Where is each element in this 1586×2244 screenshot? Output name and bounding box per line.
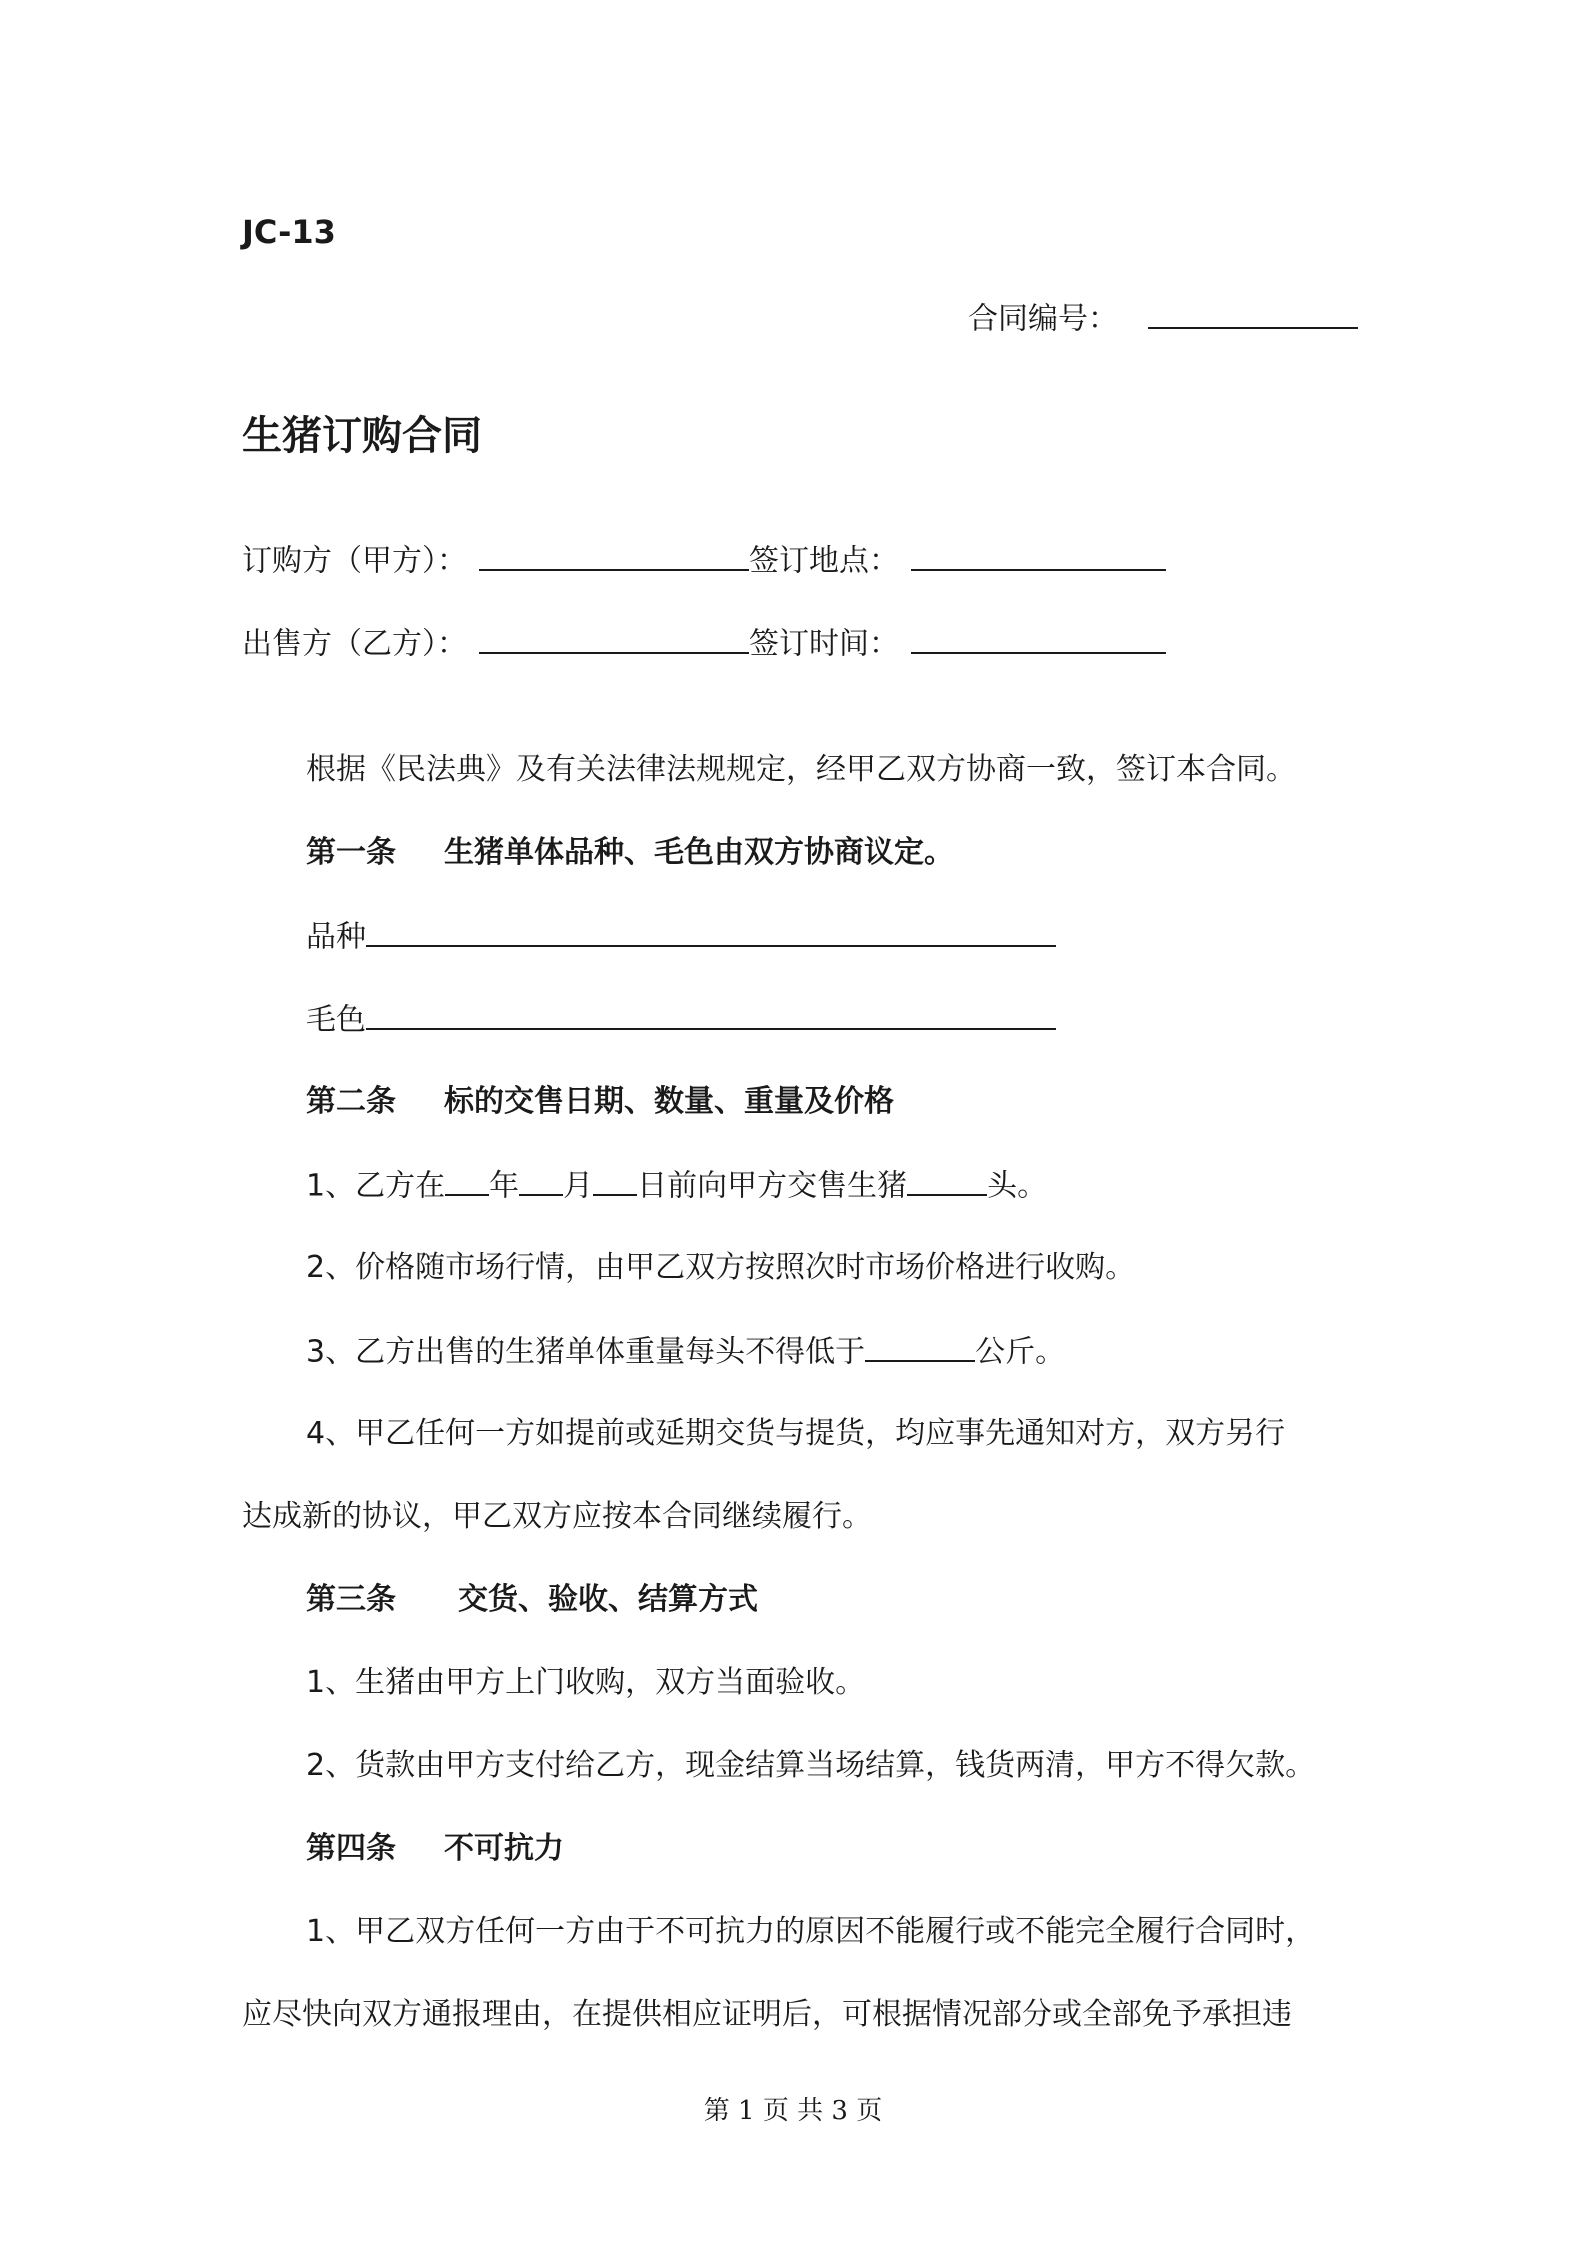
page-title: 生猪订购合同 — [242, 413, 482, 459]
contract-number-label: 合同编号： — [968, 301, 1118, 337]
article2-title: 标的交售日期、数量、重量及价格 — [444, 1084, 894, 1119]
article2-number: 第二条 — [306, 1084, 396, 1119]
page-footer: 第 1 页 共 3 页 — [703, 2096, 883, 2126]
color-row — [306, 993, 1056, 1039]
article3-heading — [306, 1574, 758, 1618]
article3-title: 交货、验收、结算方式 — [458, 1582, 758, 1617]
article2-item3 — [306, 1325, 1065, 1371]
article2-item1 — [306, 1159, 1047, 1205]
article3-item1: 1、生猪由甲方上门收购，双方当面验收。 — [306, 1665, 866, 1700]
contract-number-field[interactable] — [1148, 292, 1358, 329]
seller-label: 出售方（乙方）： — [242, 626, 467, 662]
seller-row — [242, 617, 1166, 663]
article1-title: 生猪单体品种、毛色由双方协商议定。 — [444, 835, 954, 870]
article4-title: 不可抗力 — [444, 1831, 564, 1866]
min-weight-field[interactable] — [865, 1325, 975, 1362]
color-field[interactable] — [366, 993, 1056, 1030]
article3-item2: 2、货款由甲方支付给乙方，现金结算当场结算，钱货两清，甲方不得欠款。 — [306, 1748, 1316, 1783]
year-field[interactable] — [445, 1159, 489, 1196]
document-code: JC-13 — [242, 213, 336, 251]
article2-item4-line2: 达成新的协议，甲乙双方应按本合同继续履行。 — [242, 1499, 872, 1534]
article1-number: 第一条 — [306, 835, 396, 870]
day-field[interactable] — [593, 1159, 637, 1196]
article4-item1-line2: 应尽快向双方通报理由，在提供相应证明后，可根据情况部分或全部免予承担违 — [242, 1997, 1292, 2032]
color-label: 毛色 — [306, 1002, 366, 1038]
head-unit: 头。 — [987, 1168, 1048, 1204]
buyer-label: 订购方（甲方）： — [242, 543, 467, 579]
intro-paragraph: 根据《民法典》及有关法律法规规定，经甲乙双方协商一致，签订本合同。 — [306, 752, 1296, 787]
buyer-row — [242, 534, 1166, 580]
article4-item1-line1: 1、甲乙双方任何一方由于不可抗力的原因不能履行或不能完全履行合同时， — [306, 1914, 1316, 1949]
article1-heading — [306, 827, 954, 871]
place-field[interactable] — [911, 534, 1166, 571]
time-label: 签订时间： — [749, 626, 899, 662]
item3-text: 3、乙方出售的生猪单体重量每头不得低于 — [306, 1334, 866, 1370]
contract-number-row — [968, 292, 1358, 338]
article2-item2: 2、价格随市场行情，由甲乙双方按照次时市场价格进行收购。 — [306, 1250, 1136, 1285]
time-field[interactable] — [911, 617, 1166, 654]
item1-text-a: 1、乙方在 — [306, 1168, 446, 1204]
place-label: 签订地点： — [749, 543, 899, 579]
head-count-field[interactable] — [907, 1159, 987, 1196]
article4-number: 第四条 — [306, 1831, 396, 1866]
weight-unit: 公斤。 — [975, 1334, 1066, 1370]
article2-item4-line1: 4、甲乙任何一方如提前或延期交货与提货，均应事先通知对方，双方另行 — [306, 1416, 1286, 1451]
breed-field[interactable] — [366, 910, 1056, 947]
month-field[interactable] — [519, 1159, 563, 1196]
article4-heading — [306, 1823, 564, 1867]
article2-heading — [306, 1076, 894, 1120]
breed-label: 品种 — [306, 919, 366, 955]
year-label: 年 — [489, 1168, 520, 1204]
day-text: 日前向甲方交售生猪 — [637, 1168, 908, 1204]
buyer-field[interactable] — [479, 534, 749, 571]
article3-number: 第三条 — [306, 1582, 396, 1617]
breed-row — [306, 910, 1056, 956]
seller-field[interactable] — [479, 617, 749, 654]
month-label: 月 — [563, 1168, 594, 1204]
